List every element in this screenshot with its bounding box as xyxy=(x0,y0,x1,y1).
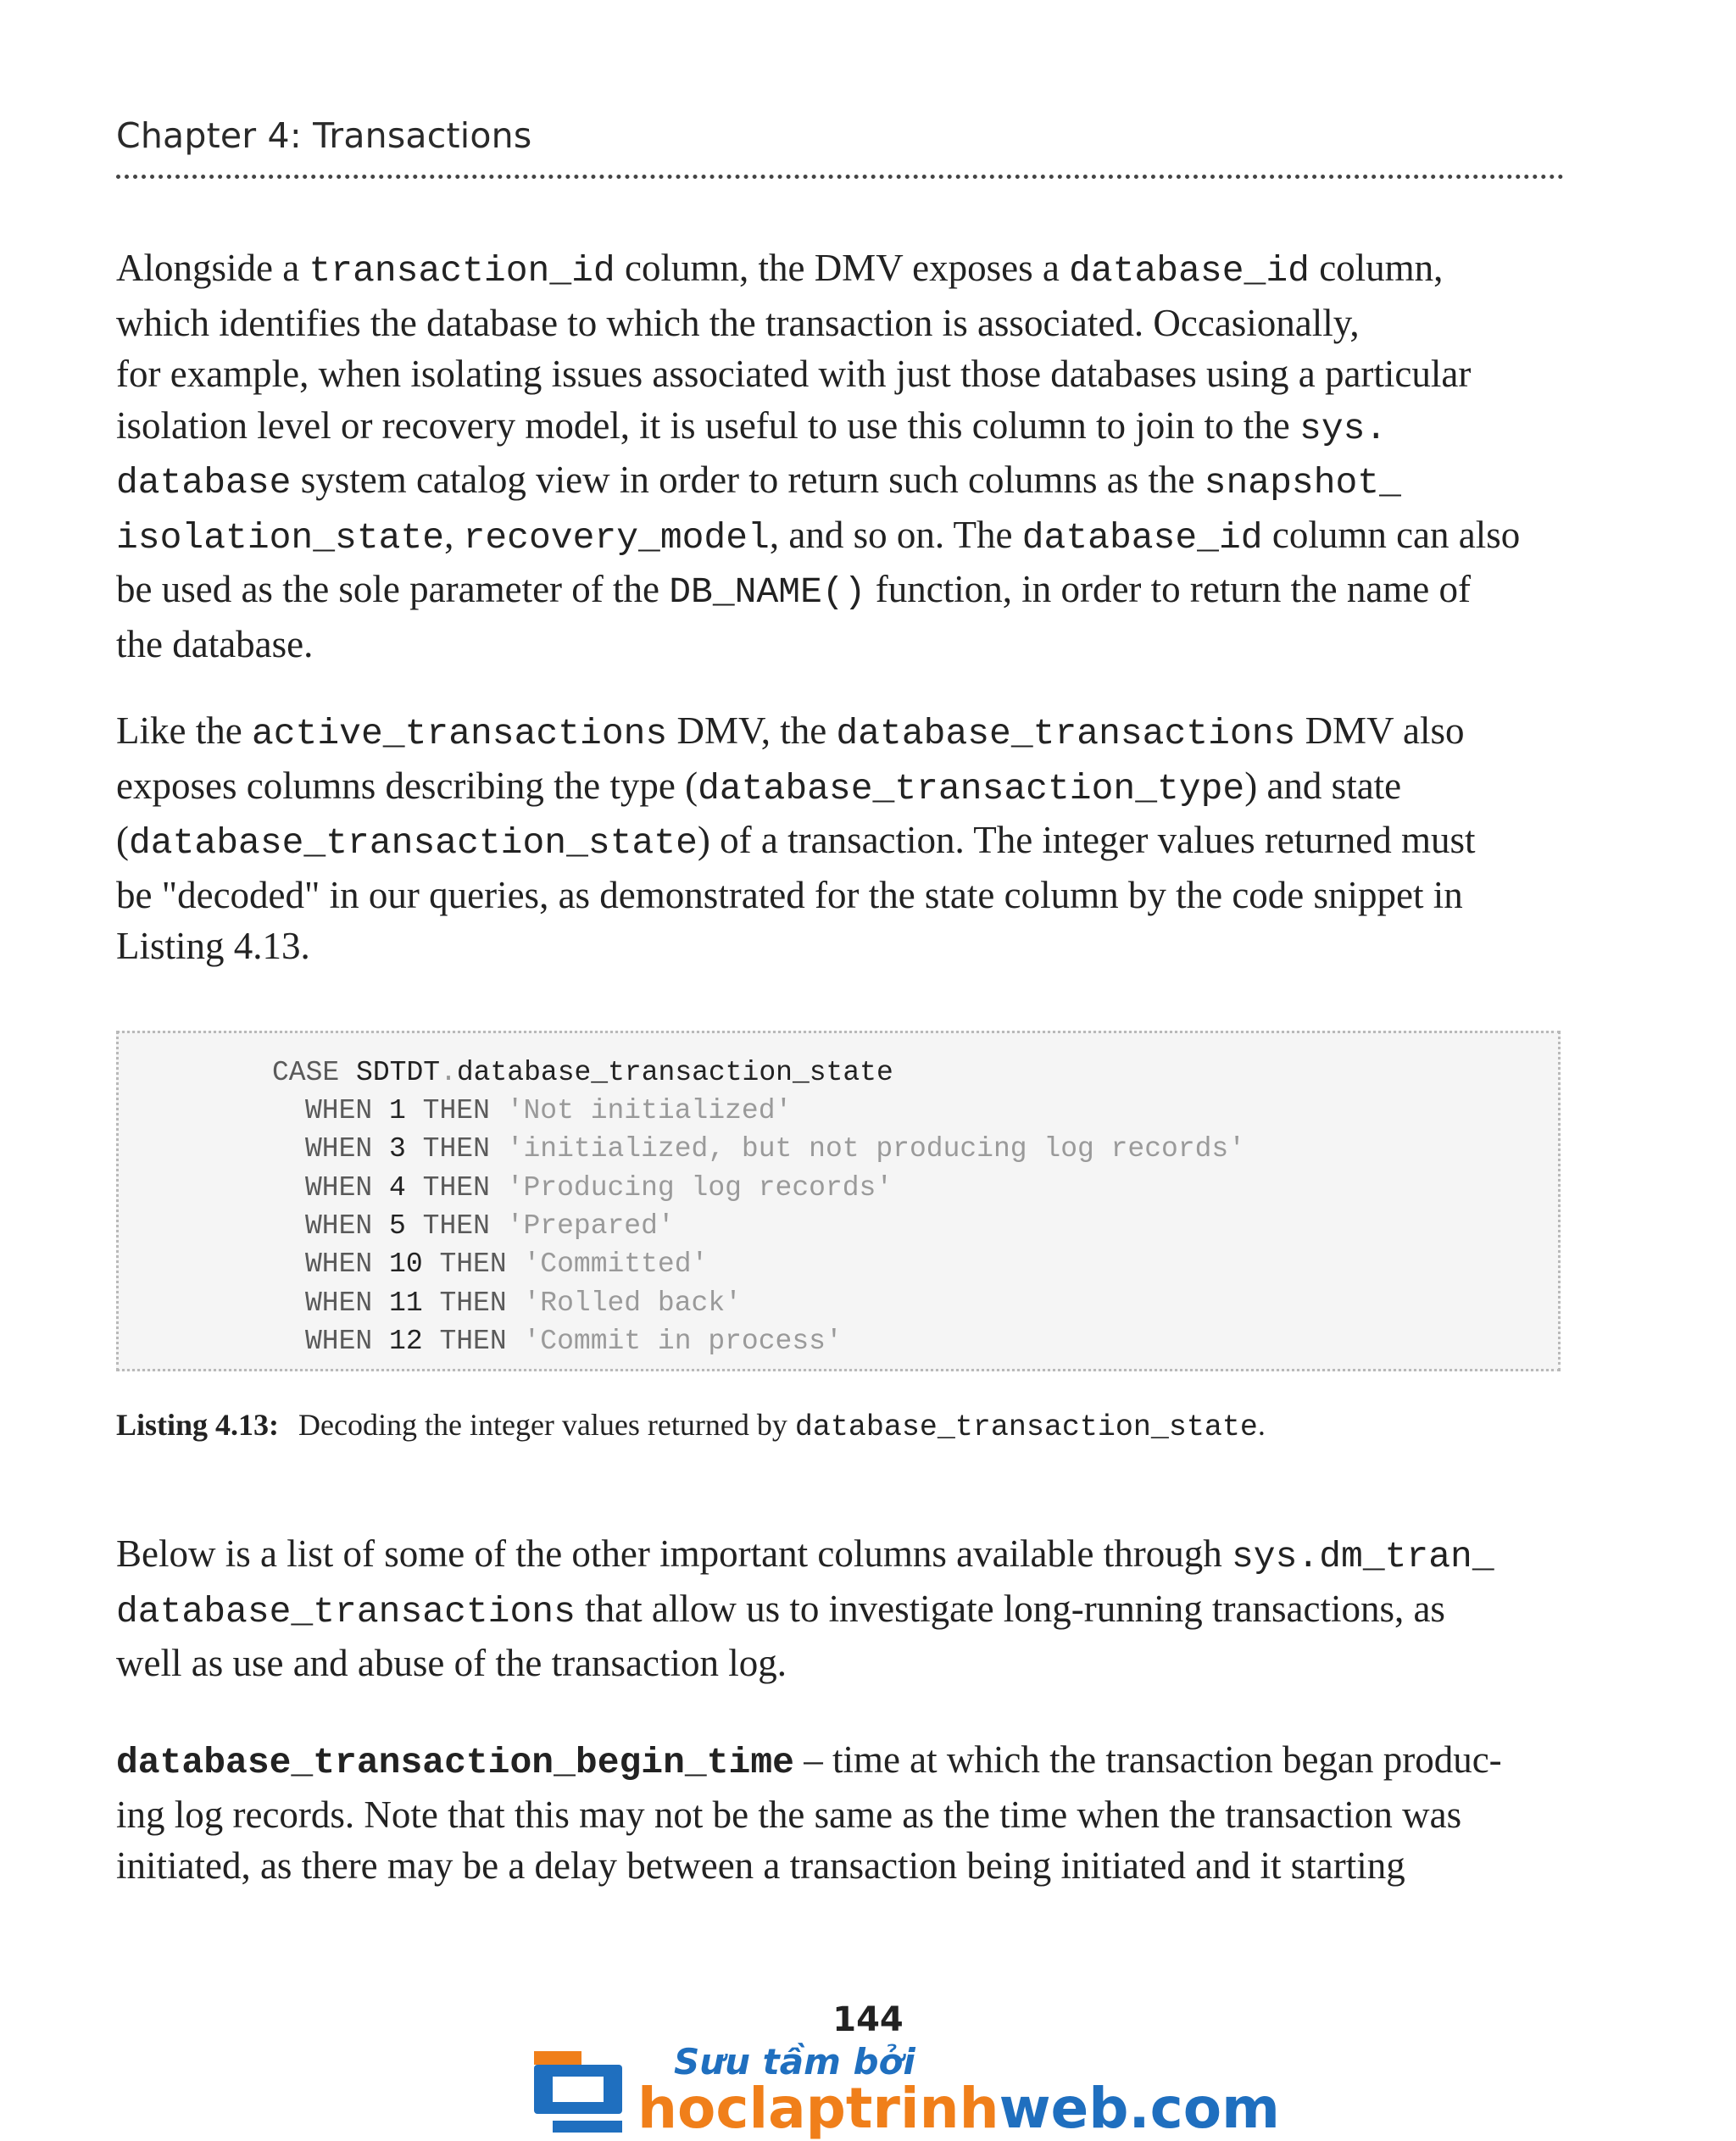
text-line: which identifies the database to which the transaction is associated. Occasionally, xyxy=(116,301,1360,344)
inline-code: active_transactions xyxy=(251,713,668,754)
code-keyword: WHEN xyxy=(305,1095,373,1126)
inline-code: transaction_id xyxy=(309,250,615,292)
text-run: DMV also xyxy=(1295,709,1465,752)
code-identifier: database_transaction_state xyxy=(456,1057,893,1088)
inline-code: database xyxy=(116,462,292,503)
inline-code: database_id xyxy=(1069,250,1310,292)
text-line: initiated, as there may be a delay between a transaction being initiated and it starting xyxy=(116,1844,1405,1887)
code-line-when xyxy=(305,1210,675,1242)
inline-code: sys.dm_tran_ xyxy=(1232,1536,1494,1577)
text-run: ) and state xyxy=(1244,764,1402,807)
page-number: 144 xyxy=(832,2000,904,2039)
code-number: 1 xyxy=(389,1095,406,1126)
inline-code: recovery_model xyxy=(463,516,770,559)
term-code: database_transaction_begin_time xyxy=(116,1742,794,1783)
caption-end: . xyxy=(1257,1408,1266,1442)
code-string: 'Prepared' xyxy=(506,1210,675,1242)
code-keyword: WHEN xyxy=(305,1210,373,1242)
code-keyword: WHEN xyxy=(305,1133,373,1165)
code-string: 'Rolled back' xyxy=(523,1287,742,1319)
watermark-credit: Sưu tầm bởi xyxy=(674,2041,915,2083)
code-number: 10 xyxy=(389,1248,423,1281)
code-keyword: THEN xyxy=(422,1095,490,1126)
code-string: 'Commit in process' xyxy=(523,1325,843,1357)
header-dotted-rule xyxy=(116,175,1564,179)
text-run: Alongside a xyxy=(116,247,309,289)
text-line: ing log records. Note that this may not be the same as the time when the transaction was xyxy=(116,1793,1462,1836)
code-punctuation: . xyxy=(440,1057,457,1088)
paragraph-type-and-state xyxy=(116,705,1566,972)
code-number: 5 xyxy=(389,1210,406,1242)
code-line-case xyxy=(272,1057,893,1088)
text-run: be used as the sole parameter of the xyxy=(116,568,670,610)
code-line-when xyxy=(305,1133,1245,1165)
code-keyword: THEN xyxy=(439,1248,507,1281)
text-run: , and so on. The xyxy=(769,513,1022,556)
code-keyword: CASE xyxy=(272,1057,340,1088)
text-line: well as use and abuse of the transaction log. xyxy=(116,1642,787,1684)
inline-code: database_id xyxy=(1021,516,1263,559)
text-run: Below is a list of some of the other important columns available through xyxy=(116,1532,1232,1575)
text-run: exposes columns describing the type ( xyxy=(116,764,698,807)
code-keyword: THEN xyxy=(439,1325,507,1357)
paragraph-columns-list xyxy=(116,1528,1566,1689)
text-run: column, xyxy=(1309,247,1444,289)
text-run: function, in order to return the name of xyxy=(865,568,1472,610)
code-string: 'Committed' xyxy=(523,1248,709,1281)
text-run: column, the DMV exposes a xyxy=(615,247,1070,289)
text-run: system catalog view in order to return such columns as the xyxy=(291,459,1205,501)
inline-code: database_transaction_type xyxy=(698,767,1245,809)
text-run: isolation level or recovery model, it is useful to use this column to join to the xyxy=(116,403,1300,447)
code-number: 4 xyxy=(389,1171,406,1204)
paragraph-dmv-database-id xyxy=(116,242,1566,670)
listing-caption xyxy=(116,1407,1266,1444)
text-run: – time at which the transaction began produc- xyxy=(793,1738,1502,1781)
inline-code: database_transactions xyxy=(116,1590,576,1632)
inline-code: snapshot_ xyxy=(1204,462,1401,503)
caption-label: Listing 4.13: xyxy=(116,1408,280,1442)
inline-code: database_transaction_state xyxy=(129,822,698,864)
code-keyword: WHEN xyxy=(305,1325,373,1357)
code-keyword: WHEN xyxy=(305,1171,373,1204)
text-run: that allow us to investigate long-running transactions, as xyxy=(575,1587,1445,1630)
inline-code: sys. xyxy=(1299,407,1388,449)
code-string: 'initialized, but not producing log records' xyxy=(506,1133,1246,1165)
watermark-logo-icon xyxy=(527,2046,629,2141)
code-keyword: WHEN xyxy=(305,1248,373,1281)
watermark-site xyxy=(637,2077,1280,2141)
code-number: 11 xyxy=(389,1287,423,1319)
code-keyword: THEN xyxy=(439,1287,507,1319)
code-line-when xyxy=(305,1248,708,1280)
caption-text: Decoding the integer values returned by xyxy=(298,1408,795,1442)
text-run: Like the xyxy=(116,709,252,752)
code-keyword: THEN xyxy=(422,1210,490,1242)
code-line-when xyxy=(305,1095,792,1126)
text-line: the database. xyxy=(116,622,314,665)
watermark-site-part: web.com xyxy=(999,2076,1280,2141)
text-run: , xyxy=(444,513,464,556)
inline-code: DB_NAME() xyxy=(669,571,866,613)
text-run: ) of a transaction. The integer values returned must xyxy=(697,819,1476,861)
code-number: 12 xyxy=(389,1325,423,1357)
text-run: column can also xyxy=(1262,513,1521,556)
code-keyword: WHEN xyxy=(305,1287,373,1319)
text-line: be "decoded" in our queries, as demonstrated for the state column by the code snippet in xyxy=(116,873,1463,916)
text-run: ( xyxy=(116,819,129,861)
code-line-when xyxy=(305,1287,742,1319)
code-string: 'Not initialized' xyxy=(506,1095,793,1126)
inline-code: isolation_state xyxy=(116,516,445,559)
caption-code: database_transaction_state xyxy=(794,1410,1258,1444)
code-identifier: SDTDT xyxy=(356,1057,441,1088)
watermark-site-part: hoclaptrinh xyxy=(637,2076,999,2141)
inline-code: database_transactions xyxy=(836,713,1296,754)
code-keyword: THEN xyxy=(422,1171,490,1204)
running-header: Chapter 4: Transactions xyxy=(116,115,532,156)
text-line: for example, when isolating issues associated with just those databases using a particular xyxy=(116,353,1472,395)
paragraph-begin-time xyxy=(116,1734,1566,1892)
text-line: Listing 4.13. xyxy=(116,925,310,967)
code-listing xyxy=(116,1031,1561,1371)
code-line-when xyxy=(305,1172,893,1204)
code-number: 3 xyxy=(389,1133,406,1165)
code-keyword: THEN xyxy=(422,1133,490,1165)
code-string: 'Producing log records' xyxy=(506,1171,893,1204)
code-line-when xyxy=(305,1326,843,1357)
text-run: DMV, the xyxy=(667,709,837,752)
